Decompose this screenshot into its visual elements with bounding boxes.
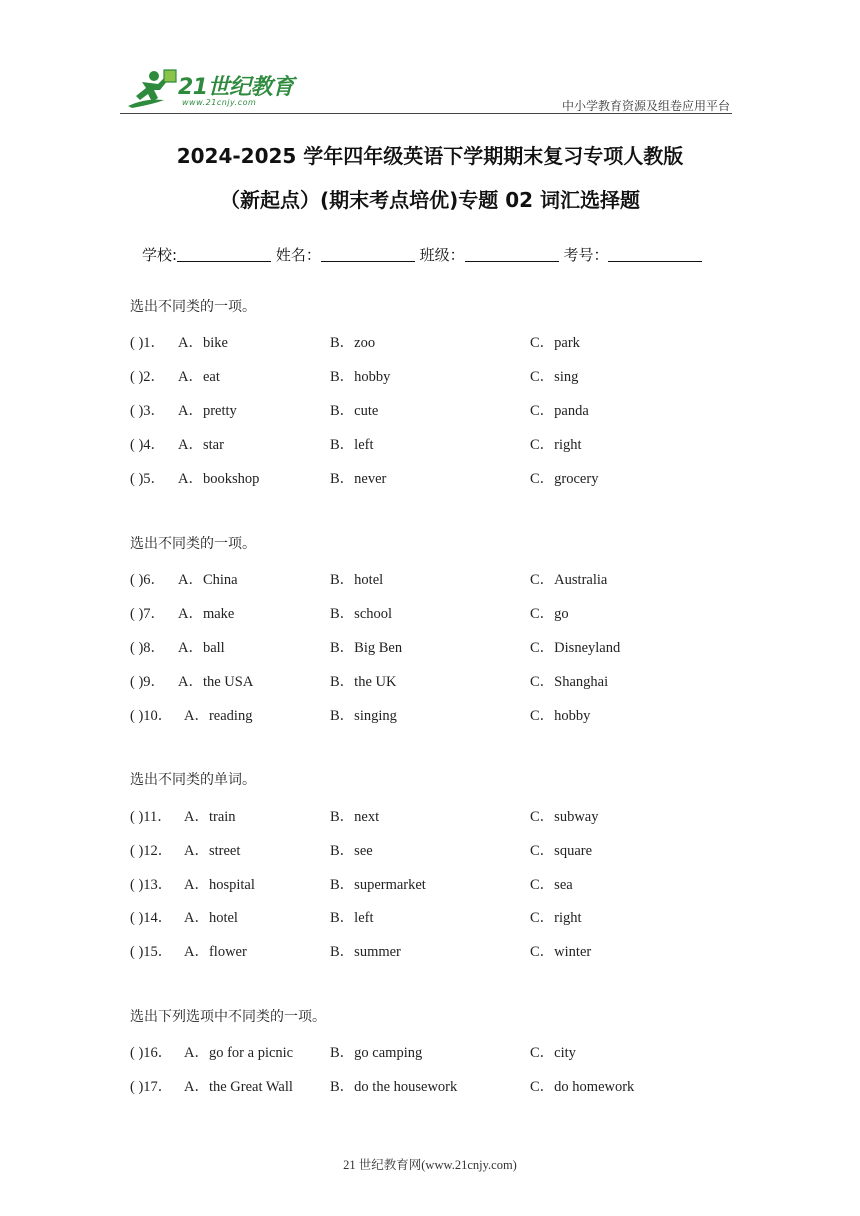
question-number[interactable]: ( )1．	[130, 335, 166, 351]
question-row	[130, 906, 750, 926]
option-a[interactable]: A．ball	[178, 640, 225, 656]
header-divider	[120, 113, 732, 114]
option-a[interactable]: A．China	[178, 572, 238, 588]
question-row	[130, 670, 750, 690]
question-row	[130, 873, 750, 893]
question-row	[130, 568, 750, 588]
question-number[interactable]: ( )6．	[130, 572, 166, 588]
page-footer[interactable]: 21 世纪教育网(www.21cnjy.com)	[343, 1158, 517, 1172]
option-a[interactable]: A．the USA	[178, 674, 254, 690]
option-a[interactable]: A．bike	[178, 335, 228, 351]
option-b[interactable]: B．zoo	[330, 335, 376, 351]
question-number[interactable]: ( )8．	[130, 640, 166, 656]
option-a[interactable]: A．make	[178, 606, 235, 622]
option-a[interactable]: A．hotel	[184, 910, 238, 926]
option-c[interactable]: C．panda	[530, 403, 589, 419]
header-platform-text: 中小学教育资源及组卷应用平台	[561, 99, 730, 113]
question-row	[130, 365, 750, 385]
question-row	[130, 1041, 750, 1061]
question-number[interactable]: ( )12．	[130, 843, 173, 859]
option-c[interactable]: C．park	[530, 335, 580, 351]
option-a[interactable]: A．bookshop	[178, 471, 260, 487]
question-number[interactable]: ( )4．	[130, 437, 166, 453]
option-c[interactable]: C．sea	[530, 877, 573, 893]
option-b[interactable]: B．go camping	[330, 1045, 423, 1061]
question-number[interactable]: ( )5．	[130, 471, 166, 487]
runner-logo-icon	[124, 68, 180, 112]
question-number[interactable]: ( )16．	[130, 1045, 173, 1061]
number-blank[interactable]	[608, 247, 702, 262]
question-row	[130, 636, 750, 656]
question-number[interactable]: ( )14．	[130, 910, 173, 926]
option-b[interactable]: B．school	[330, 606, 393, 622]
school-blank[interactable]	[177, 247, 271, 262]
option-c[interactable]: C．square	[530, 843, 593, 859]
section-2-heading: 选出不同类的一项。	[130, 536, 256, 552]
option-c[interactable]: C．grocery	[530, 471, 599, 487]
option-c[interactable]: C．Shanghai	[530, 674, 609, 690]
option-b[interactable]: B．cute	[330, 403, 379, 419]
option-a[interactable]: A．eat	[178, 369, 220, 385]
section-4-heading: 选出下列选项中不同类的一项。	[130, 1009, 326, 1025]
page-header	[120, 66, 732, 114]
logo-text: 21世纪教育	[178, 75, 294, 100]
option-a[interactable]: A．the Great Wall	[184, 1079, 293, 1095]
option-a[interactable]: A．hospital	[184, 877, 255, 893]
option-a[interactable]: A．pretty	[178, 403, 237, 419]
option-b[interactable]: B．summer	[330, 944, 401, 960]
option-c[interactable]: C．right	[530, 437, 582, 453]
option-c[interactable]: C．Disneyland	[530, 640, 621, 656]
logo-url: www.21cnjy.com	[182, 98, 257, 107]
option-c[interactable]: C．city	[530, 1045, 576, 1061]
question-number[interactable]: ( )13．	[130, 877, 173, 893]
option-a[interactable]: A．reading	[184, 708, 253, 724]
section-3-heading: 选出不同类的单词。	[130, 772, 256, 788]
option-a[interactable]: A．flower	[184, 944, 247, 960]
option-b[interactable]: B．the UK	[330, 674, 397, 690]
option-c[interactable]: C．go	[530, 606, 569, 622]
question-number[interactable]: ( )7．	[130, 606, 166, 622]
page-title-line-1: 2024-2025 学年四年级英语下学期期末复习专项人教版	[176, 144, 684, 168]
name-blank[interactable]	[321, 247, 415, 262]
option-c[interactable]: C．do homework	[530, 1079, 635, 1095]
option-a[interactable]: A．star	[178, 437, 224, 453]
question-row	[130, 805, 750, 825]
option-c[interactable]: C．hobby	[530, 708, 591, 724]
question-row	[130, 433, 750, 453]
question-number[interactable]: ( )17．	[130, 1079, 173, 1095]
option-c[interactable]: C．Australia	[530, 572, 608, 588]
question-number[interactable]: ( )2．	[130, 369, 166, 385]
option-b[interactable]: B．Big Ben	[330, 640, 403, 656]
name-label: 姓名：	[275, 246, 321, 264]
option-b[interactable]: B．do the housework	[330, 1079, 458, 1095]
question-number[interactable]: ( )3．	[130, 403, 166, 419]
question-row	[130, 331, 750, 351]
option-a[interactable]: A．train	[184, 809, 236, 825]
option-a[interactable]: A．go for a picnic	[184, 1045, 294, 1061]
question-row	[130, 602, 750, 622]
option-b[interactable]: B．see	[330, 843, 373, 859]
option-c[interactable]: C．winter	[530, 944, 592, 960]
option-a[interactable]: A．street	[184, 843, 241, 859]
class-label: 班级：	[419, 246, 465, 264]
question-row	[130, 399, 750, 419]
option-b[interactable]: B．never	[330, 471, 387, 487]
number-label: 考号：	[563, 246, 609, 264]
option-b[interactable]: B．hobby	[330, 369, 391, 385]
option-b[interactable]: B．singing	[330, 708, 397, 724]
option-b[interactable]: B．hotel	[330, 572, 384, 588]
question-row	[130, 467, 750, 487]
option-c[interactable]: C．sing	[530, 369, 579, 385]
option-b[interactable]: B．supermarket	[330, 877, 426, 893]
page-title-line-2: （新起点）(期末考点培优)专题 02 词汇选择题	[219, 188, 641, 212]
question-row	[130, 1075, 750, 1095]
question-row	[130, 940, 750, 960]
option-c[interactable]: C．right	[530, 910, 582, 926]
option-b[interactable]: B．left	[330, 437, 374, 453]
question-row	[130, 704, 750, 724]
question-number[interactable]: ( )15．	[130, 944, 173, 960]
site-logo[interactable]	[124, 68, 294, 112]
option-b[interactable]: B．next	[330, 809, 380, 825]
option-b[interactable]: B．left	[330, 910, 374, 926]
question-number[interactable]: ( )9．	[130, 674, 166, 690]
class-blank[interactable]	[465, 247, 559, 262]
question-number[interactable]: ( )11．	[130, 809, 172, 825]
question-row	[130, 839, 750, 859]
section-1-heading: 选出不同类的一项。	[130, 299, 256, 315]
school-label: 学校:	[142, 246, 178, 264]
option-c[interactable]: C．subway	[530, 809, 599, 825]
student-info-row	[142, 244, 702, 265]
question-number[interactable]: ( )10．	[130, 708, 173, 724]
